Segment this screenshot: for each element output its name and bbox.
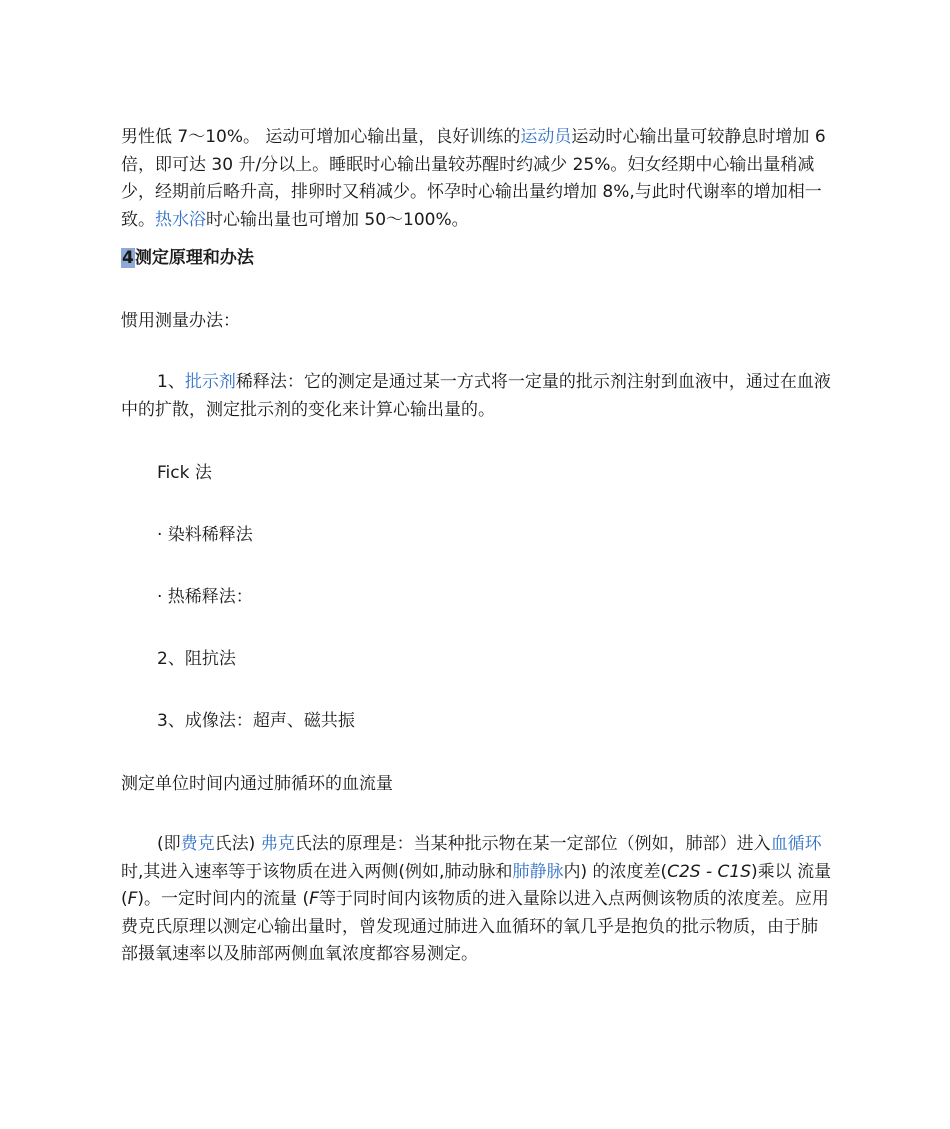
link-blood-circulation[interactable]: 血循环 bbox=[770, 834, 822, 854]
method-1-prefix: 1、 bbox=[157, 372, 185, 392]
para1-text-2: 运动时心输出量可较静息时增加 6 倍，即可达 30 升/分以上。睡眠时心输出量较苏醒时约减少 25%。妇女经期中心输出量稍减少，经期前后略升高，排卵时又稍减少。怀孕时心输出量约增加 8%,与此时代谢率的增加相一致。 bbox=[121, 127, 826, 230]
link-pulmonary-vein[interactable]: 肺静脉 bbox=[512, 861, 564, 882]
formula-flow-symbol: F bbox=[127, 889, 138, 909]
heading-text: 测定原理和办法 bbox=[134, 248, 254, 268]
fick-method: Fick 法 bbox=[157, 463, 212, 483]
formula-concentration-difference: C2S - C1S bbox=[667, 861, 752, 882]
para2-text-1: (即 bbox=[157, 834, 181, 854]
link-fick-2[interactable]: 弗克 bbox=[260, 834, 295, 854]
para2-text-8: 等于同时间内该物质的进入量除以进入点两侧该物质的浓度差。应用费克氏原理以测定心输出量时，曾发现通过肺进入血循环的氧几乎是抱负的批示物质，由于肺部摄氧速率以及肺部两侧血氧浓度都容易测定。 bbox=[121, 889, 829, 964]
para1-text-3: 时心输出量也可增加 50～100%。 bbox=[206, 209, 469, 230]
link-athlete[interactable]: 运动员 bbox=[520, 127, 572, 147]
para1-text-1: 男性低 7～10%。 运动可增加心输出量，良好训练的 bbox=[121, 127, 521, 147]
link-hot-bath[interactable]: 热水浴 bbox=[155, 209, 206, 230]
dye-dilution-method: · 染料稀释法 bbox=[157, 525, 253, 545]
methods-intro: 惯用测量办法： bbox=[121, 311, 240, 331]
impedance-method: 2、阻抗法 bbox=[157, 649, 236, 669]
heading-number: 4 bbox=[122, 248, 134, 268]
fick-principle-paragraph bbox=[121, 831, 833, 969]
thermodilution-method: · 热稀释法： bbox=[157, 587, 253, 607]
pulmonary-flow-line: 测定单位时间内通过肺循环的血流量 bbox=[121, 774, 393, 794]
para2-text-2: 氏法) bbox=[214, 834, 261, 854]
method-1-text: 稀释法：它的测定是通过某一方式将一定量的批示剂注射到血液中，通过在血液中的扩散，测定批示剂的变化来计算心输出量的。 bbox=[121, 372, 831, 420]
para2-text-3: 氏法的原理是：当某种批示物在某一定部位（例如，肺部）进入 bbox=[294, 834, 771, 854]
link-indicator[interactable]: 批示剂 bbox=[184, 372, 236, 392]
method-1-paragraph bbox=[121, 369, 833, 424]
link-fick-1[interactable]: 费克 bbox=[180, 834, 215, 854]
para2-text-4: 时,其进入速率等于该物质在进入两侧(例如,肺动脉和 bbox=[121, 861, 513, 882]
cardiac-output-paragraph bbox=[121, 124, 833, 234]
para2-text-7: )。一定时间内的流量 ( bbox=[137, 889, 310, 909]
imaging-method: 3、成像法：超声、磁共振 bbox=[157, 711, 355, 731]
formula-flow-symbol-2: F bbox=[309, 889, 319, 909]
para2-text-6: )乘以 流量( bbox=[121, 861, 832, 909]
para2-text-5: 内) 的浓度差( bbox=[563, 861, 668, 882]
section-heading bbox=[121, 246, 254, 270]
